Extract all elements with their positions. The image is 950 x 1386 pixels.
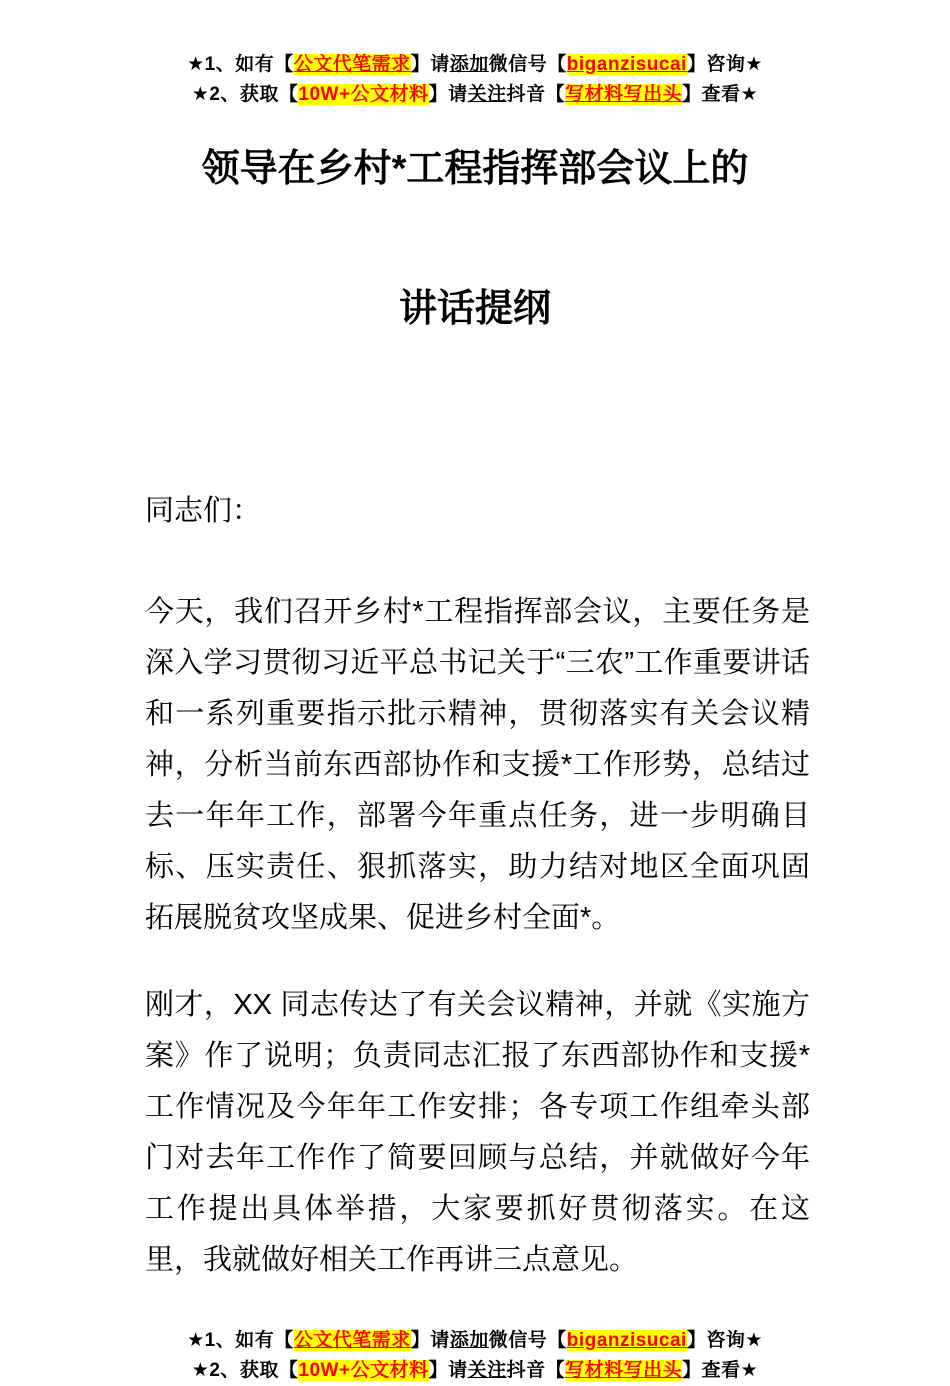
promo-text: 抖音【 <box>506 84 566 105</box>
promo-text: 】咨询★ <box>686 1330 763 1351</box>
promo-text: 】请 <box>410 1330 450 1351</box>
promo-highlight-term: 公文代笔需求 <box>293 54 411 75</box>
body-paragraph: 今天，我们召开乡村*工程指挥部会议，主要任务是深入学习贯彻习近平总书记关于“三农”工作重要讲话和一系列重要指示批示精神，贯彻落实有关会议精神，分析当前东西部协作和支援*工作形势，总结过去一年年工作，部署今年重点任务，进一步明确目标、压实责任、狠抓落实，助力结对地区全面巩固拓展脱贫攻坚成果、促进乡村全面*。 <box>145 596 810 934</box>
promo-underline-term: 添加 <box>449 54 489 75</box>
promo-header-line-2 <box>0 80 950 110</box>
promo-highlight-term: 公文代笔需求 <box>293 1330 411 1351</box>
promo-text: 】请 <box>428 84 468 105</box>
promo-highlight-term: 10W+公文材料 <box>298 1360 429 1381</box>
promo-header <box>0 0 950 110</box>
promo-underline-term: 添加 <box>449 1330 489 1351</box>
promo-footer-line-1 <box>0 1326 950 1356</box>
promo-underline-term: 关注 <box>467 84 507 105</box>
promo-header-line-1 <box>0 50 950 80</box>
promo-wechat-id: biganzisucai <box>566 1330 687 1351</box>
promo-text: 微信号【 <box>488 54 567 75</box>
body-paragraph: 刚才，XX 同志传达了有关会议精神，并就《实施方案》作了说明；负责同志汇报了东西部协作和支援*工作情况及今年年工作安排；各专项工作组牵头部门对去年工作作了简要回顾与总结，并就做好今年工作提出具体举措，大家要抓好贯彻落实。在这里，我就做好相关工作再讲三点意见。 <box>145 989 810 1276</box>
salutation: 同志们： <box>145 495 262 527</box>
promo-underline-term: 关注 <box>467 1360 507 1381</box>
promo-text: 抖音【 <box>506 1360 566 1381</box>
promo-text: 】查看★ <box>682 84 759 105</box>
promo-footer-line-2 <box>0 1356 950 1386</box>
promo-footer <box>0 1326 950 1386</box>
promo-text: 微信号【 <box>488 1330 567 1351</box>
promo-text: ★2、获取【 <box>191 84 299 105</box>
promo-text: 】咨询★ <box>686 54 763 75</box>
document-title-line-2: 讲话提纲 <box>398 288 551 330</box>
promo-text: 】请 <box>410 54 450 75</box>
document-title-line-1: 领导在乡村*工程指挥部会议上的 <box>201 148 749 190</box>
promo-text: ★1、如有【 <box>187 1330 294 1351</box>
promo-douyin-id: 写材料写出头 <box>565 1360 683 1381</box>
promo-douyin-id: 写材料写出头 <box>565 84 683 105</box>
promo-text: ★2、获取【 <box>191 1360 299 1381</box>
promo-text: ★1、如有【 <box>187 54 294 75</box>
promo-wechat-id: biganzisucai <box>566 54 687 75</box>
promo-highlight-term: 10W+公文材料 <box>298 84 429 105</box>
promo-text: 】查看★ <box>682 1360 759 1381</box>
promo-text: 】请 <box>428 1360 468 1381</box>
